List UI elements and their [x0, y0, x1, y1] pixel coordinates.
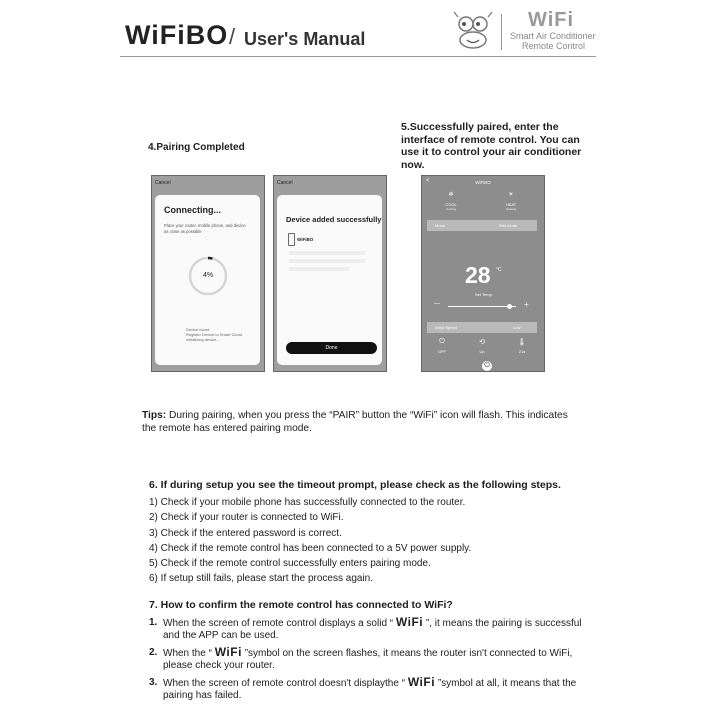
fan-row-value: Low [513, 325, 521, 330]
list-item: 1) Check if your mobile phone has successfully connected to the router. [149, 497, 466, 508]
header-rule [120, 56, 596, 57]
mode-cool-label: COOL [445, 202, 457, 207]
section7-list [149, 617, 589, 707]
power-off-icon[interactable]: ⏻ [439, 338, 445, 345]
temperature-value: 28 [465, 262, 491, 288]
item-text-after: ”symbol at all, it means that the pairing has failed. [163, 678, 577, 701]
item-text-after: ”, it means the pairing is successful and the APP can be used. [163, 618, 582, 641]
step-line: Device found [186, 327, 210, 332]
wifi-symbol-icon: WiFi [214, 645, 242, 659]
list-item: 3) Check if the entered password is correct. [149, 527, 342, 539]
phone-remote-control-screenshot [421, 175, 545, 372]
mode-row-value: Wet mode [499, 223, 518, 228]
section7-heading: 7. How to confirm the remote control has connected to WiFi? [149, 599, 453, 611]
item-text-before: When the “ [163, 648, 215, 659]
temperature-slider[interactable] [448, 306, 516, 307]
device-name: WiFiBO [297, 237, 314, 242]
header-subtitle-line2: Remote Control [522, 41, 586, 51]
phone-connecting-screenshot [151, 175, 265, 372]
item-text-before: When the screen of remote control displays a solid “ [163, 618, 396, 629]
item-text-before: When the screen of remote control doesn't displaythe “ [163, 678, 408, 689]
title-slash: / [229, 24, 236, 49]
sun-icon[interactable]: ☀ [508, 192, 514, 198]
step-line: Initializing device... [186, 336, 220, 342]
section6-list [149, 495, 471, 587]
cancel-link[interactable]: Cancel [155, 180, 171, 186]
device-added-card [277, 195, 382, 365]
remote-title: WiFiBO [475, 180, 491, 185]
list-item: 5) Check if the remote control successfully enters pairing mode. [149, 558, 431, 570]
phone-device-added-screenshot [273, 175, 387, 372]
mode-heat-label: HEAT [505, 202, 517, 207]
connecting-steps [186, 328, 242, 342]
blank-row [289, 259, 365, 263]
step5-heading: 5.Successfully paired, enter the interface of remote control. You can use it to control your air conditioner now. [401, 121, 582, 171]
snowflake-icon[interactable]: ❄ [448, 192, 454, 198]
wifi-symbol-icon: WiFi [407, 675, 436, 689]
minus-icon[interactable]: — [434, 301, 440, 307]
list-item [149, 677, 589, 701]
set-temp-label: Set Temp [475, 292, 492, 297]
list-item [149, 647, 589, 671]
tips-paragraph [142, 410, 582, 435]
fan-row[interactable] [427, 322, 537, 333]
tips-label: Tips: [142, 410, 167, 421]
connecting-description: Place your router, mobile phone, and device as close as possible [164, 223, 246, 234]
item-number: 1. [149, 617, 158, 628]
section6-heading: 6. If during setup you see the timeout prompt, please check as the following steps. [149, 479, 561, 491]
slider-handle[interactable] [507, 304, 512, 309]
step4-heading: 4.Pairing Completed [148, 142, 245, 153]
progress-percent: 4% [202, 272, 214, 279]
bottom-label-timer: 21s [518, 349, 526, 354]
mascot-logo-icon [452, 11, 494, 51]
device-added-title: Device added successfully [286, 215, 382, 224]
item-number: 3. [149, 677, 158, 688]
header-divider [501, 14, 502, 50]
tips-text: During pairing, when you press the “PAIR” button the “WiFi” icon will flash. This indicates the remote has entered pairing mode. [142, 410, 568, 434]
list-item [149, 617, 589, 641]
mode-row-label: Mode [435, 223, 446, 228]
list-item: 2) Check if your router is connected to WiFi. [149, 512, 344, 524]
manual-title: User's Manual [244, 29, 366, 49]
thermometer-icon[interactable]: 🌡 [517, 339, 527, 346]
blank-row [289, 251, 365, 255]
cancel-link[interactable]: Cancel [277, 180, 293, 186]
list-item: 4) Check if the remote control has been connected to a 5V power supply. [149, 542, 472, 554]
item-number: 2. [149, 647, 158, 658]
wifi-symbol-icon: WiFi [395, 615, 424, 629]
mode-row[interactable] [427, 220, 537, 231]
mode-heat-sub: Heating [505, 207, 517, 211]
item-text-after: ”symbol on the screen flashes, it means the router isn't connected to WiFi, please check your router. [163, 648, 573, 671]
back-icon[interactable]: < [426, 178, 430, 184]
list-item: 6) If setup still fails, please start the process again. [149, 573, 373, 585]
done-button[interactable]: Done [286, 342, 377, 354]
plus-icon[interactable]: + [524, 300, 529, 309]
connecting-title: Connecting... [164, 205, 221, 215]
bottom-label-up: Up [479, 349, 485, 354]
blank-row [289, 267, 349, 271]
swing-icon[interactable]: ⟲ [479, 339, 485, 346]
brand-title: WiFiBO [125, 20, 229, 50]
mode-cool-sub: Cooling [445, 207, 457, 211]
header-subtitle-line1: Smart Air Conditioner [510, 31, 596, 41]
step-line: Register Device to Smart Cloud [186, 331, 243, 337]
power-button-icon[interactable]: ⏻ [482, 361, 492, 371]
bottom-label-off: OFF [438, 349, 446, 354]
wifi-logo-text: WiFi [528, 9, 575, 31]
remote-device-icon [288, 233, 295, 246]
temperature-unit: °C [496, 267, 502, 273]
fan-row-label: Wind Speed [435, 325, 457, 330]
connecting-card [155, 195, 260, 365]
